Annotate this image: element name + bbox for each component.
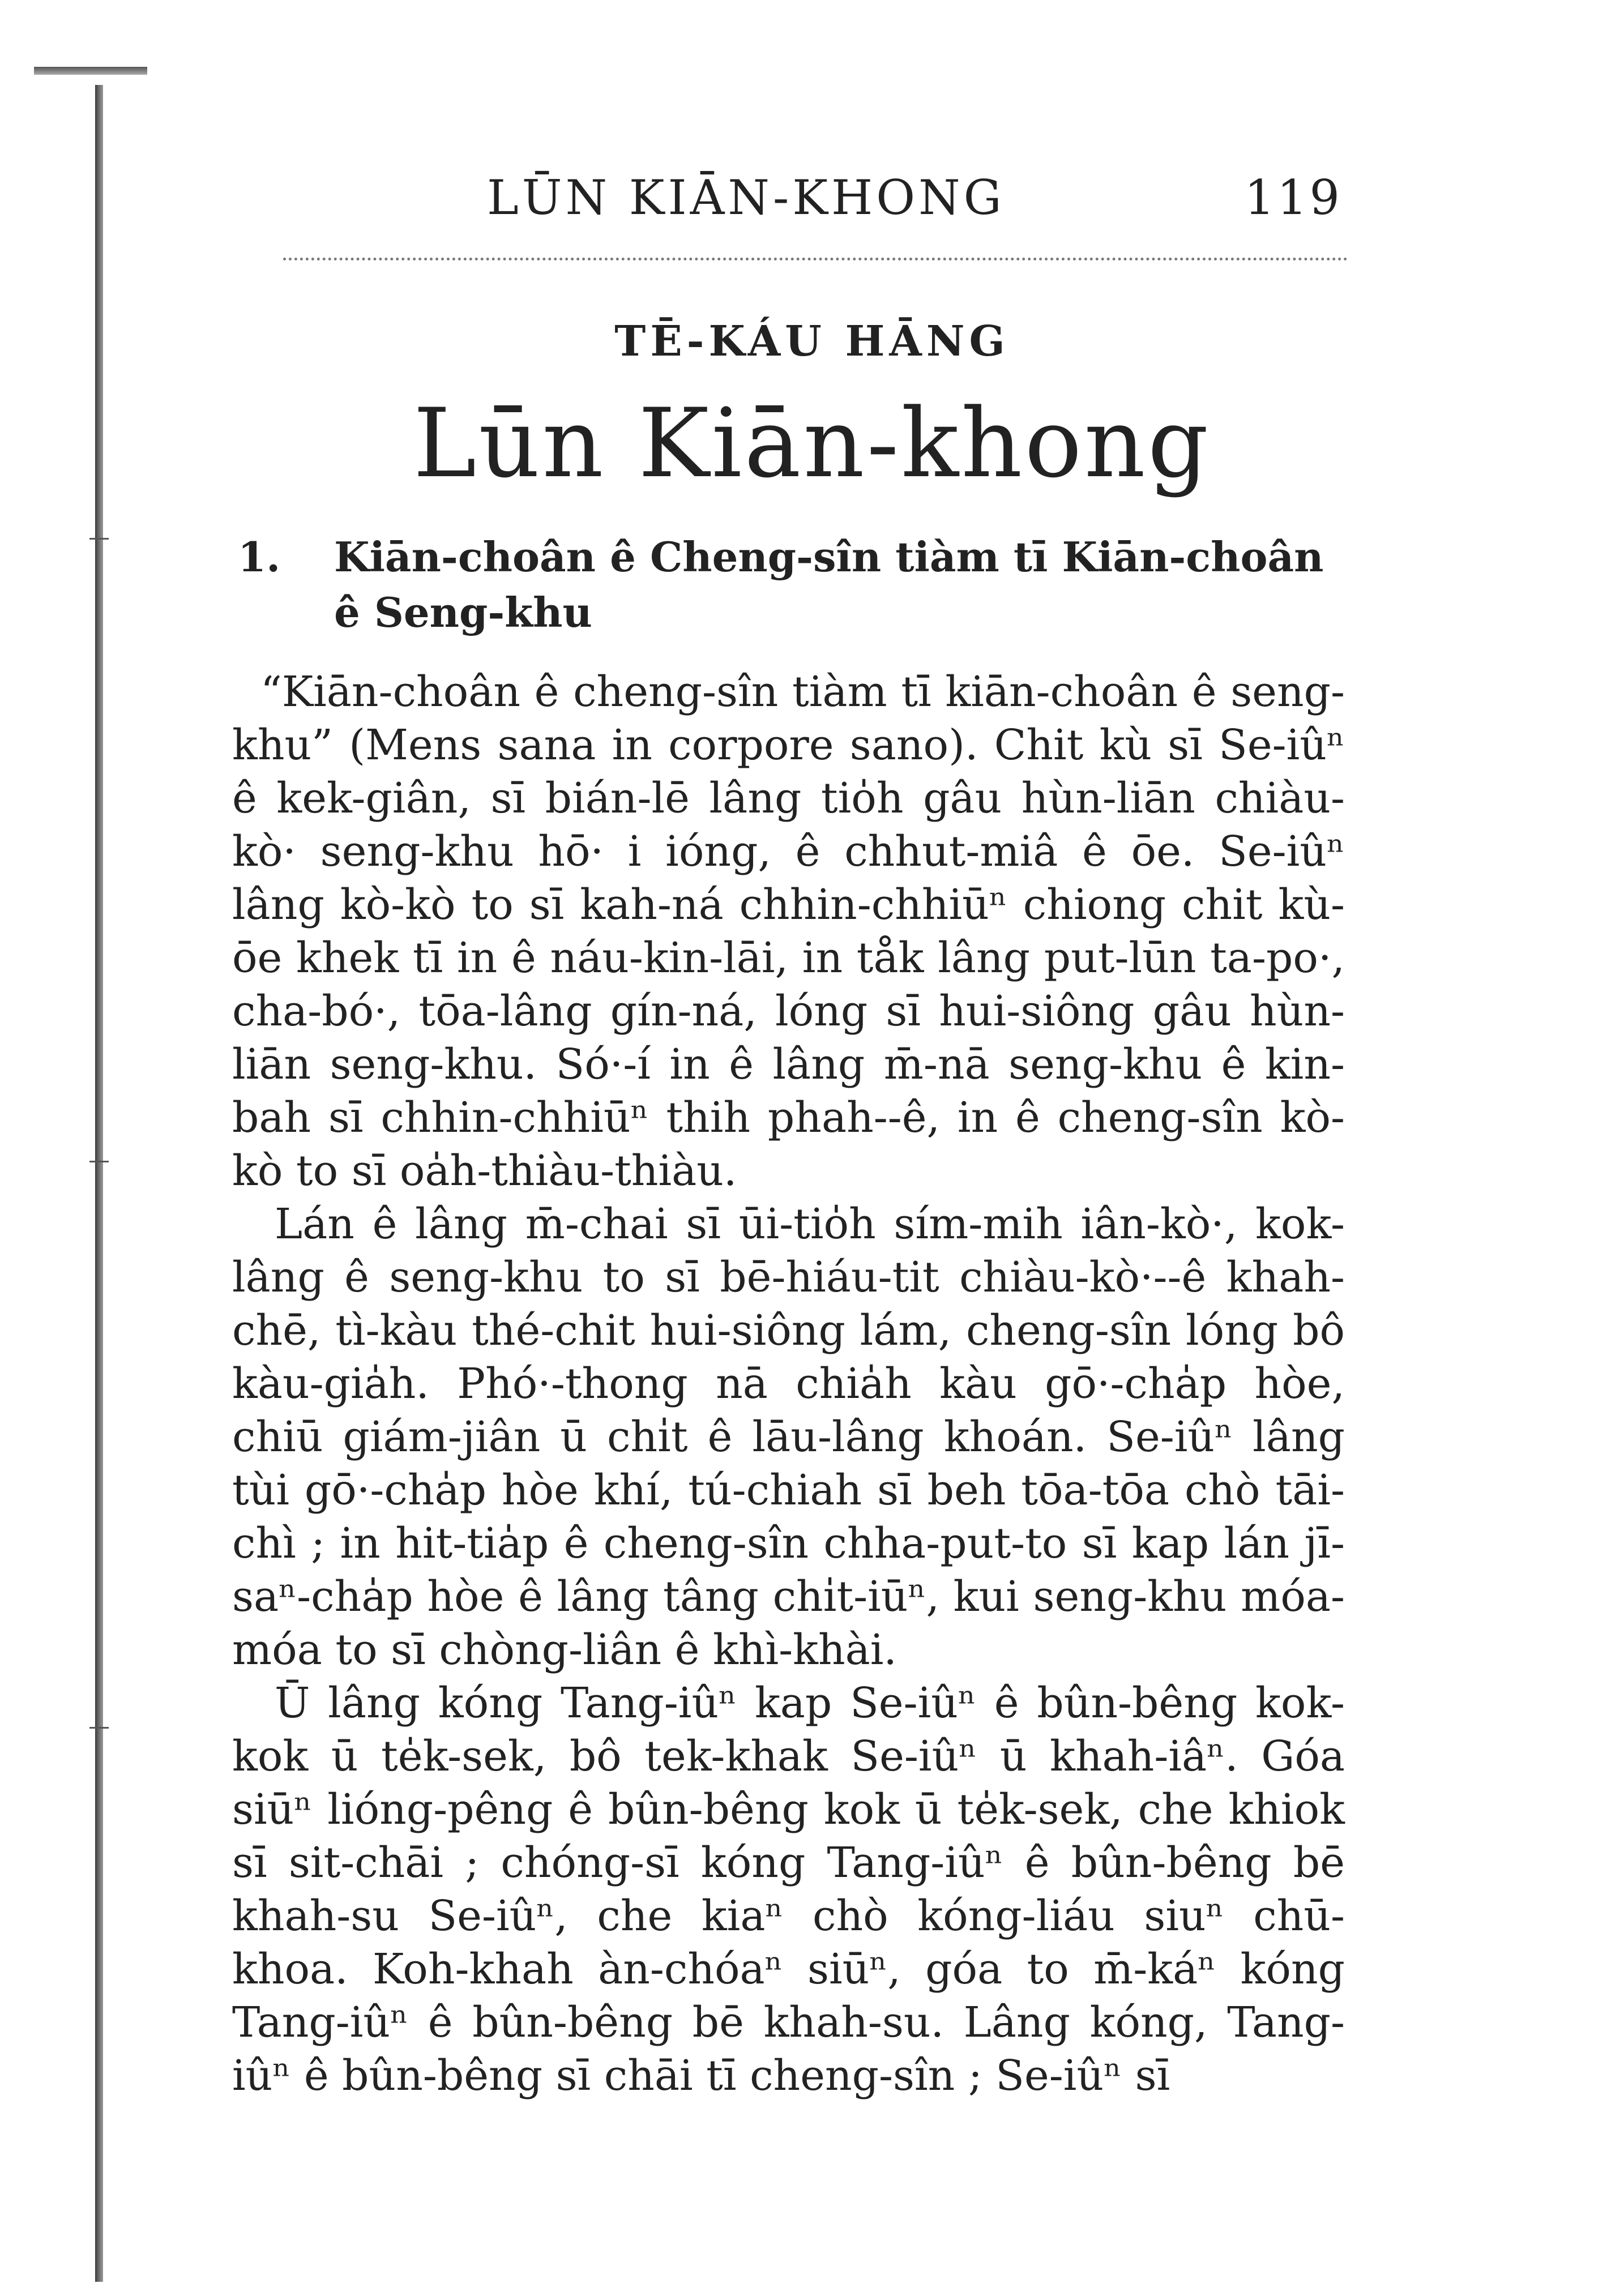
section-heading (238, 529, 1359, 640)
binding-mark (89, 1727, 109, 1729)
paragraph: “Kiān-choân ê cheng-sîn tiàm tī kiān-choân ê seng-khu” (Mens sana in corpore sano). Chit kù sī Se-iûⁿ ê kek-giân, sī bián-lē lâng tio̍h gâu hùn-liān chiàu-kò· seng-khu hō· i ióng, ê chhut-miâ ê ōe. Se-iûⁿ lâng kò-kò to sī kah-ná chhin-chhiūⁿ chiong chit kù-ōe khek tī in ê náu-kin-lāi, in tåk lâng put-lūn ta-po·, cha-bó·, tōa-lâng gín-ná, lóng sī hui-siông gâu hùn-liān seng-khu. Só·-í in ê lâng m̄-nā seng-khu ê kin-bah sī chhin-chhiūⁿ thih phah--ê, in ê cheng-sîn kò-kò to sī oa̍h-thiàu-thiàu. (232, 668, 1345, 1195)
section-number: 1. (238, 533, 281, 581)
body-text (232, 665, 1345, 2102)
paragraph: Lán ê lâng m̄-chai sī ūi-tio̍h sím-mih iân-kò·, kok-lâng ê seng-khu to sī bē-hiáu-tit chiàu-kò·--ê khah-chē, tì-kàu thé-chit hui-siông lám, cheng-sîn lóng bô kàu-gia̍h. Phó·-thong nā chia̍h kàu gō·-cha̍p hòe, chiū giám-jiân ū chi̍t ê lāu-lâng khoán. Se-iûⁿ lâng tùi gō·-cha̍p hòe khí, tú-chiah sī beh tōa-tōa chò tāi-chì ; in hit-tia̍p ê cheng-sîn chha-put-to sī kap lán jī-saⁿ-cha̍p hòe ê lâng tâng chi̍t-iūⁿ, kui seng-khu móa-móa to sī chòng-liân ê khì-khài. (232, 1200, 1345, 1674)
header-rule (283, 258, 1348, 260)
binding-mark (89, 1161, 109, 1162)
binding-mark (89, 538, 109, 540)
binding-edge-top (34, 67, 147, 75)
chapter-label: TĒ-KÁU HĀNG (614, 317, 1010, 366)
running-head (487, 170, 1342, 225)
paragraph: Ū lâng kóng Tang-iûⁿ kap Se-iûⁿ ê bûn-bêng kok-kok ū te̍k-sek, bô tek-khak Se-iûⁿ ū khah-iâⁿ. Góa siūⁿ lióng-pêng ê bûn-bêng kok ū te̍k-sek, che khiok sī sit-chāi ; chóng-sī kóng Tang-iûⁿ ê bûn-bêng bē khah-su Se-iûⁿ, che kiaⁿ chò kóng-liáu siuⁿ chū-khoa. Koh-khah àn-chóaⁿ siūⁿ, góa to m̄-káⁿ kóng Tang-iûⁿ ê bûn-bêng bē khah-su. Lâng kóng, Tang-iûⁿ ê bûn-bêng sī chāi tī cheng-sîn ; Se-iûⁿ sī (232, 1679, 1345, 2100)
running-head-title: LŪN KIĀN-KHONG (487, 170, 1005, 225)
page-number: 119 (1244, 170, 1342, 225)
chapter-title: Lūn Kiān-khong (413, 388, 1211, 499)
section-title: Kiān-choân ê Cheng-sîn tiàm tī Kiān-choân ê Seng-khu (334, 533, 1324, 636)
